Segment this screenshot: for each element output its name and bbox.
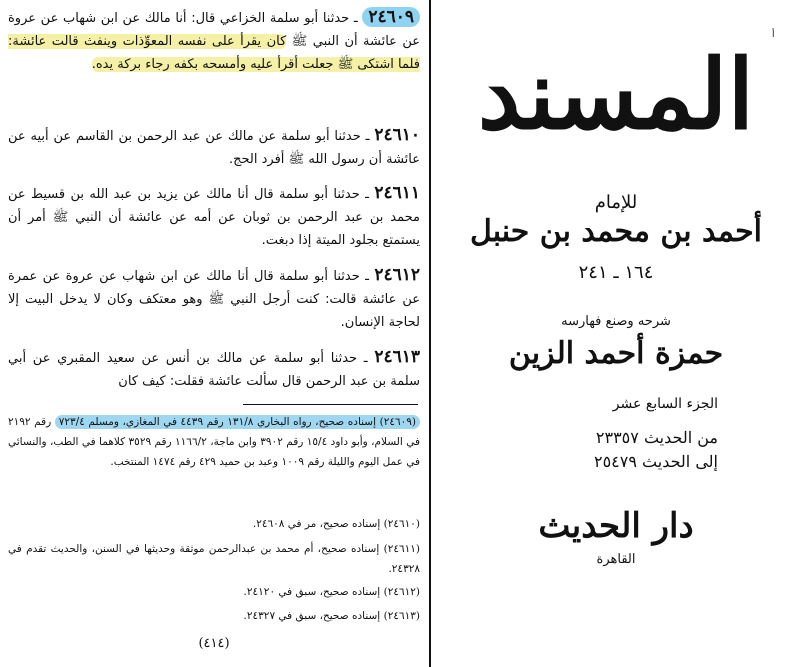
hadith-24612 bbox=[8, 264, 420, 334]
hadith-number: ٢٤٦١٢ bbox=[374, 265, 420, 285]
highlighted-text: كان يقرأ على نفسه المعوِّذات وينفث قالت عائشة: فلما اشتكى ﷺ جعلت أقرأ عليه وأمسحه بكفه رجاء بركة يده. bbox=[8, 34, 420, 72]
volume-label: الجزء السابع عشر bbox=[612, 396, 718, 412]
hadith-24610 bbox=[8, 124, 420, 171]
note-text: إسناده صحيح، سبق في ٢٤٣٢٧. bbox=[243, 610, 381, 622]
note-text: إسناده صحيح، سبق في ٢٤١٢٠. bbox=[243, 586, 381, 598]
publisher-city: القاهرة bbox=[596, 552, 636, 567]
hadith-text: ـ حدثنا أبو سلمة عن مالك عن عبد الرحمن بن القاسم عن أبيه عن عائشة أن رسول الله ﷺ أفرد الحج. bbox=[8, 129, 420, 167]
hadith-number: ٢٤٦٠٩ bbox=[362, 7, 420, 27]
footnote-24613 bbox=[8, 606, 420, 626]
hadith-24609 bbox=[8, 6, 420, 76]
hadith-number: ٢٤٦١٣ bbox=[374, 347, 420, 367]
note-text: إسناده صحيح، مر في ٢٤٦٠٨. bbox=[252, 518, 381, 530]
highlighted-note bbox=[55, 415, 420, 429]
hadith-text: ـ حدثنا أبو سلمة عن مالك بن أنس عن سعيد المقبري عن أبي سلمة بن عبد الرحمن قال سألت عائشة فقلت: كيف كان bbox=[8, 351, 420, 389]
hadith-24611 bbox=[8, 182, 420, 252]
footnote-24609 bbox=[8, 412, 420, 472]
page-number: (٤١٤) bbox=[198, 636, 230, 651]
note-text: إسناده صحيح، أم محمد بن عبدالرحمن موثقة وحديثها في السنن، والحديث تقدم في ٢٤٣٢٨. bbox=[8, 543, 420, 575]
author-name: أحمد بن محمد بن حنبل bbox=[469, 214, 763, 249]
corner-mark: أ bbox=[772, 30, 775, 40]
hadith-number: ٢٤٦١٠ bbox=[374, 125, 420, 145]
page-gutter-line bbox=[429, 0, 431, 667]
publisher-name: دار الحديث bbox=[538, 506, 694, 546]
footnote-24610 bbox=[8, 514, 420, 534]
author-dates: ١٦٤ ـ ٢٤١ bbox=[578, 262, 654, 283]
book-title: المسند bbox=[477, 38, 755, 151]
editor-name: حمزة أحمد الزين bbox=[508, 336, 724, 371]
note-number: (٢٤٦١١) bbox=[383, 543, 420, 555]
title-page bbox=[432, 0, 800, 667]
footnote-divider bbox=[243, 404, 418, 405]
author-label: للإمام bbox=[594, 192, 638, 213]
note-highlighted-text: إسناده صحيح، رواه البخاري ١٣١/٨ رقم ٤٤٣٩ في المغازي، ومسلم ٧٢٣/٤ bbox=[58, 416, 377, 428]
hadith-text: ـ حدثنا أبو سلمة قال أنا مالك عن يزيد بن عبد الله بن قسيط عن محمد بن عبد الرحمن بن ثوبان عن أمه عن عائشة أن النبي ﷺ أمر أن يستمتع بجلود الميتة إذا دبغت. bbox=[8, 187, 420, 248]
note-number: (٢٤٦١٢) bbox=[383, 586, 420, 598]
commentary-label: شرحه وصنع فهارسه bbox=[561, 314, 671, 329]
note-text: رقم ٢١٩٢ في السلام، وأبو داود ١٥/٤ رقم ٣٩٠٢ وابن ماجة، ١١٦٦/٢ رقم ٣٥٢٩ كلاهما في الطب، والنسائي في عمل اليوم والليلة رقم ١٠٠٩ وعبد بن حميد ٤٢٩ رقم ١٤٧٤ المنتخب. bbox=[8, 416, 420, 468]
note-number: (٢٤٦١٣) bbox=[383, 610, 420, 622]
footnote-24611 bbox=[8, 539, 420, 579]
hadith-range-from: من الحديث ٢٣٣٥٧ bbox=[595, 428, 718, 447]
note-number: (٢٤٦٠٩) bbox=[379, 416, 417, 428]
hadith-number: ٢٤٦١١ bbox=[374, 183, 421, 203]
note-number: (٢٤٦١٠) bbox=[383, 518, 420, 530]
hadith-24613 bbox=[8, 346, 420, 393]
hadith-text: ـ حدثنا أبو سلمة قال أنا مالك عن ابن شهاب عن عروة عن عمرة عن عائشة قالت: كنت أرجل النبي ﷺ وهو معتكف وكان لا يدخل البيت إلا لحاجة الإنسان. bbox=[8, 269, 420, 330]
hadith-range-to: إلى الحديث ٢٥٤٧٩ bbox=[593, 452, 718, 471]
hadith-text: ـ حدثنا أبو سلمة الخزاعي قال: أنا مالك عن ابن شهاب عن عروة عن عائشة أن النبي ﷺ bbox=[8, 11, 420, 49]
footnote-24612 bbox=[8, 582, 420, 602]
